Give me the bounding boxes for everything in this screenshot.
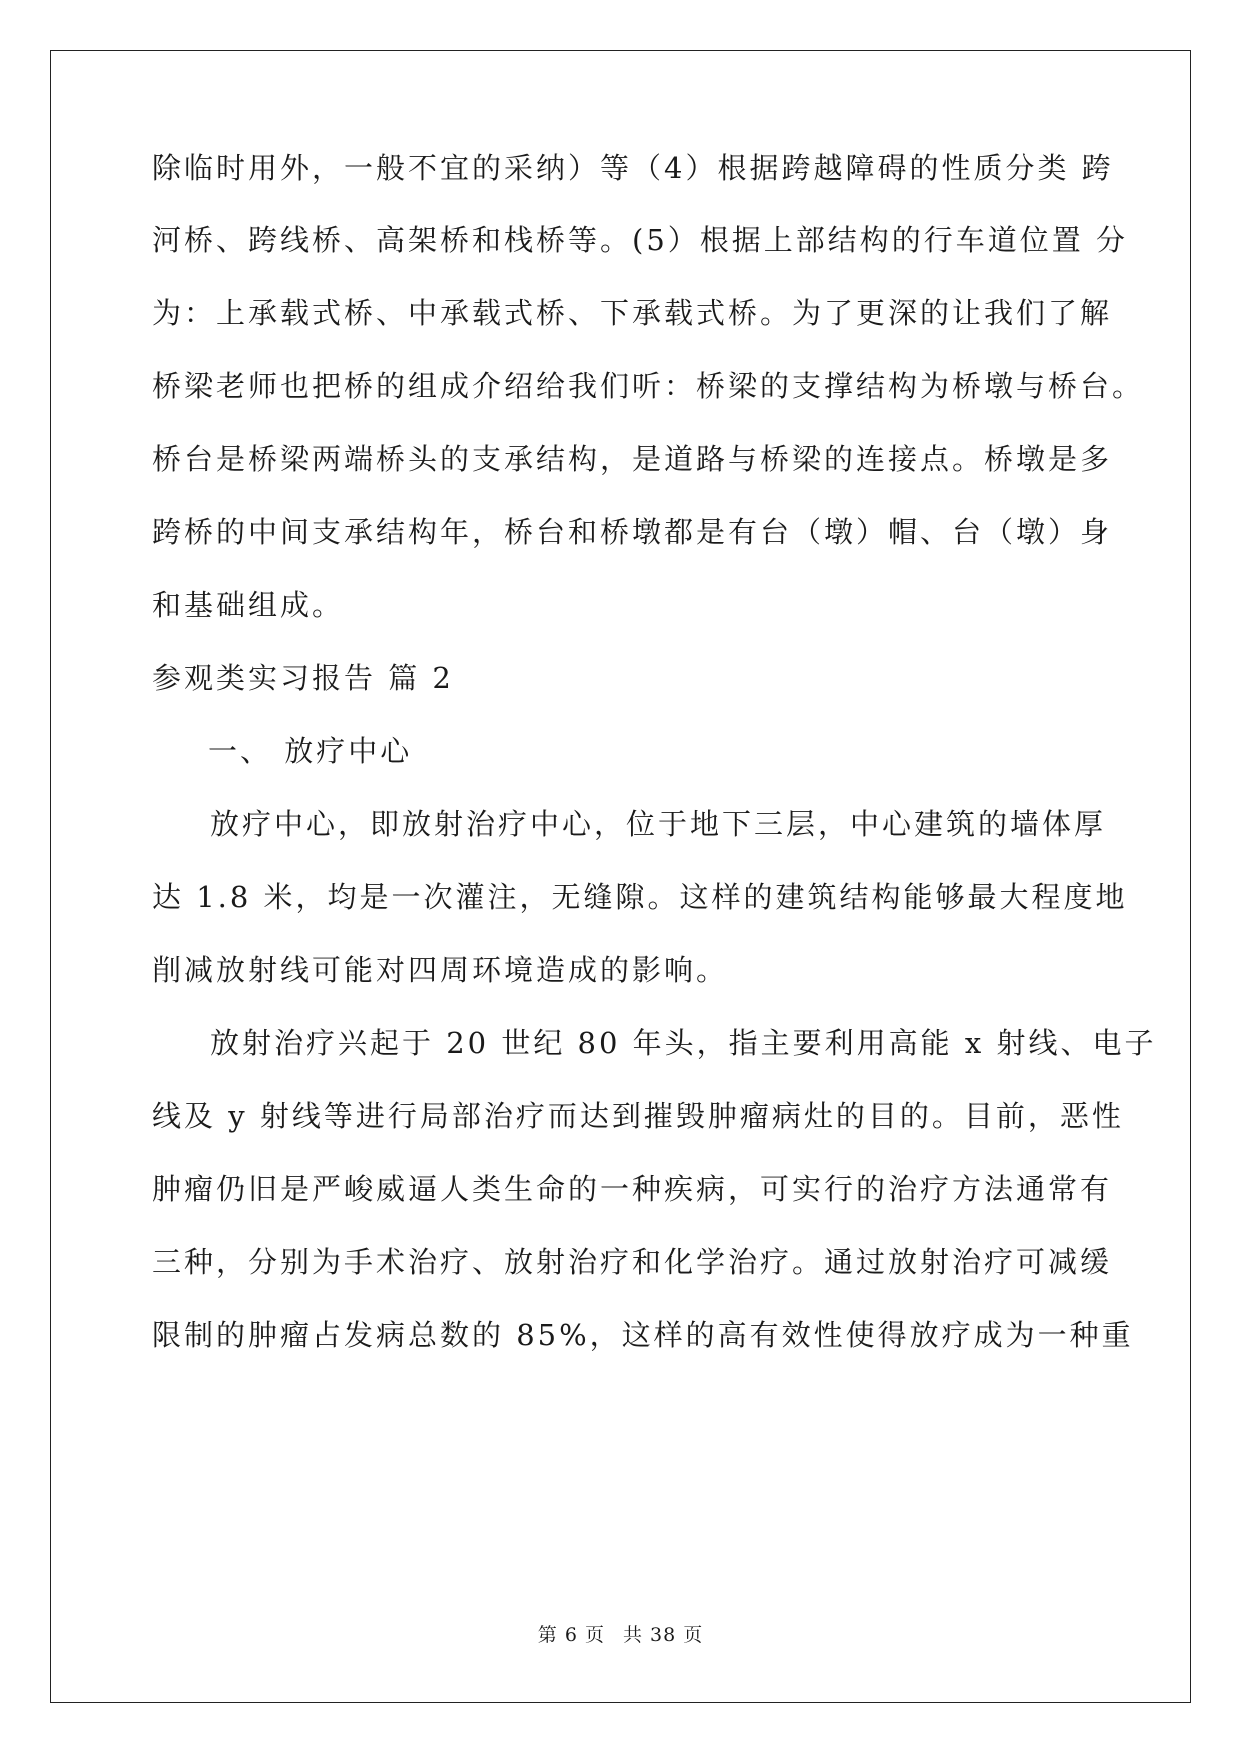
page-total: 共 38 页 (622, 1624, 704, 1646)
text-line: 和基础组成。 (152, 588, 345, 622)
text-line: 桥台是桥梁两端桥头的支承结构，是道路与桥梁的连接点。桥墩是多 (152, 442, 1113, 476)
text-line: 放疗中心，即放射治疗中心，位于地下三层，中心建筑的墙体厚 (210, 807, 1107, 841)
page-number: 第 6 页 (537, 1624, 605, 1646)
text-line: 桥梁老师也把桥的组成介绍给我们听：桥梁的支撑结构为桥墩与桥台。 (152, 369, 1145, 403)
text-line: 跨桥的中间支承结构年，桥台和桥墩都是有台（墩）帽、台（墩）身 (152, 515, 1113, 549)
text-line: 除临时用外，一般不宜的采纳）等（4）根据跨越障碍的性质分类 跨 (152, 151, 1114, 185)
text-line: 线及 y 射线等进行局部治疗而达到摧毁肿瘤病灶的目的。目前，恶性 (152, 1099, 1124, 1133)
text-line: 削减放射线可能对四周环境造成的影响。 (152, 953, 729, 987)
text-line: 达 1.8 米，均是一次灌注，无缝隙。这样的建筑结构能够最大程度地 (152, 880, 1128, 914)
subsection-heading: 一、 放疗中心 (208, 734, 413, 768)
text-line: 河桥、跨线桥、高架桥和栈桥等。(5）根据上部结构的行车道位置 分 (152, 223, 1128, 257)
text-line: 限制的肿瘤占发病总数的 85%，这样的高有效性使得放疗成为一种重 (152, 1318, 1134, 1352)
section-heading: 参观类实习报告 篇 2 (152, 661, 454, 695)
text-line: 肿瘤仍旧是严峻威逼人类生命的一种疾病，可实行的治疗方法通常有 (152, 1172, 1113, 1206)
page-footer (0, 1620, 1241, 1647)
text-line: 为：上承载式桥、中承载式桥、下承载式桥。为了更深的让我们了解 (152, 296, 1113, 330)
text-line: 三种，分别为手术治疗、放射治疗和化学治疗。通过放射治疗可减缓 (152, 1245, 1113, 1279)
text-line: 放射治疗兴起于 20 世纪 80 年头，指主要利用高能 x 射线、电子 (210, 1026, 1157, 1060)
